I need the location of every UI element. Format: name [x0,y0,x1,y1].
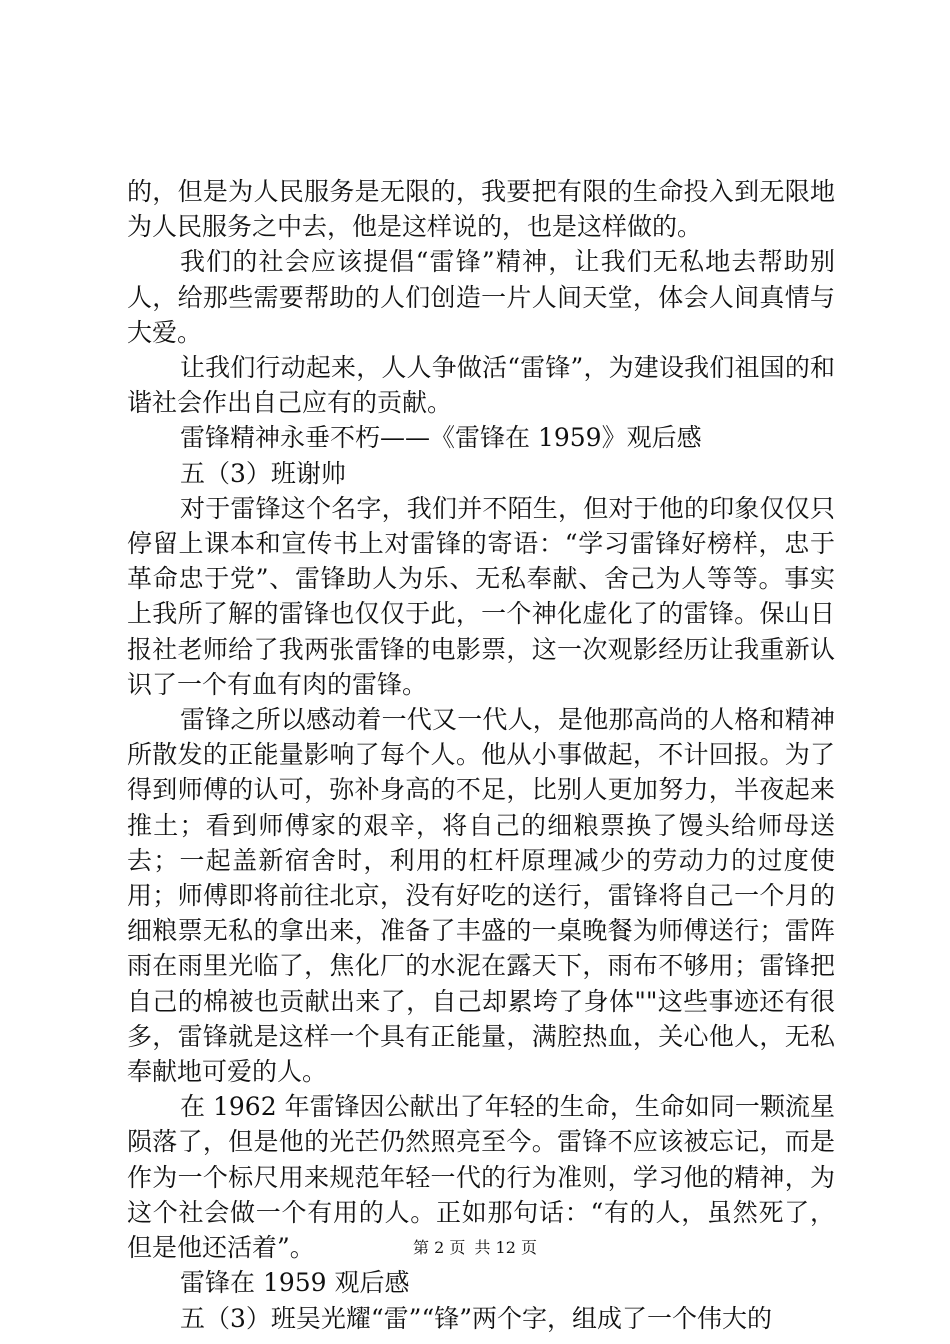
document-body [127,174,835,1336]
paragraph-call-to-action: 让我们行动起来，人人争做活“雷锋”，为建设我们祖国的和谐社会作出自己应有的贡献。 [127,353,835,418]
essay-author: 五（3）班谢帅 [180,458,346,488]
page-number: 第 2 页 [413,1238,466,1257]
paragraph-conclusion: 在 1962 年雷锋因公献出了年轻的生命，生命如同一颗流星陨落了，但是他的光芒仍然照亮至今。雷锋不应该被忘记，而是作为一个标尺用来规范年轻一代的行为准则，学习他的精神，为这个社会做一个有用的人。正如那句话：“有的人，虽然死了，但是他还活着”。 [127,1092,835,1263]
paragraph-advocate: 我们的社会应该提倡“雷锋”精神，让我们无私地去帮助别人，给那些需要帮助的人们创造一片人间天堂，体会人间真情与大爱。 [127,247,835,347]
page-total: 共 12 页 [474,1238,537,1257]
paragraph-deeds: 雷锋之所以感动着一代又一代人，是他那高尚的人格和精神所散发的正能量影响了每个人。他从小事做起，不计回报。为了得到师傅的认可，弥补身高的不足，比别人更加努力，半夜起来推土；看到师傅家的艰辛，将自己的细粮票换了馒头给师母送去；一起盖新宿舍时，利用的杠杆原理减少的劳动力的过度使用；师傅即将前往北京，没有好吃的送行，雷锋将自己一个月的细粮票无私的拿出来，准备了丰盛的一桌晚餐为师傅送行；雷阵雨在雨里光临了，焦化厂的水泥在露天下，雨布不够用；雷锋把自己的棉被也贡献出来了，自己却累垮了身体""这些事迹还有很多，雷锋就是这样一个具有正能量，满腔热血，关心他人，无私奉献地可爱的人。 [127,705,835,1087]
essay-title: 雷锋精神永垂不朽——《雷锋在 1959》观后感 [180,423,702,453]
paragraph-introduction: 对于雷锋这个名字，我们并不陌生，但对于他的印象仅仅只停留上课本和宣传书上对雷锋的寄语：“学习雷锋好榜样，忠于革命忠于党”、雷锋助人为乐、无私奉献、舍己为人等等。事实上我所了解的雷锋也仅仅于此，一个神化虚化了的雷锋。保山日报社老师给了我两张雷锋的电影票，这一次观影经历让我重新认识了一个有血有肉的雷锋。 [127,493,835,699]
essay-title-2: 雷锋在 1959 观后感 [180,1268,410,1298]
paragraph-second-essay-start: 五（3）班吴光耀“雷”“锋”两个字，组成了一个伟大的 [180,1303,773,1333]
paragraph-continuation: 的，但是为人民服务是无限的，我要把有限的生命投入到无限地为人民服务之中去，他是这样说的，也是这样做的。 [127,177,835,242]
page-footer [0,1238,950,1258]
